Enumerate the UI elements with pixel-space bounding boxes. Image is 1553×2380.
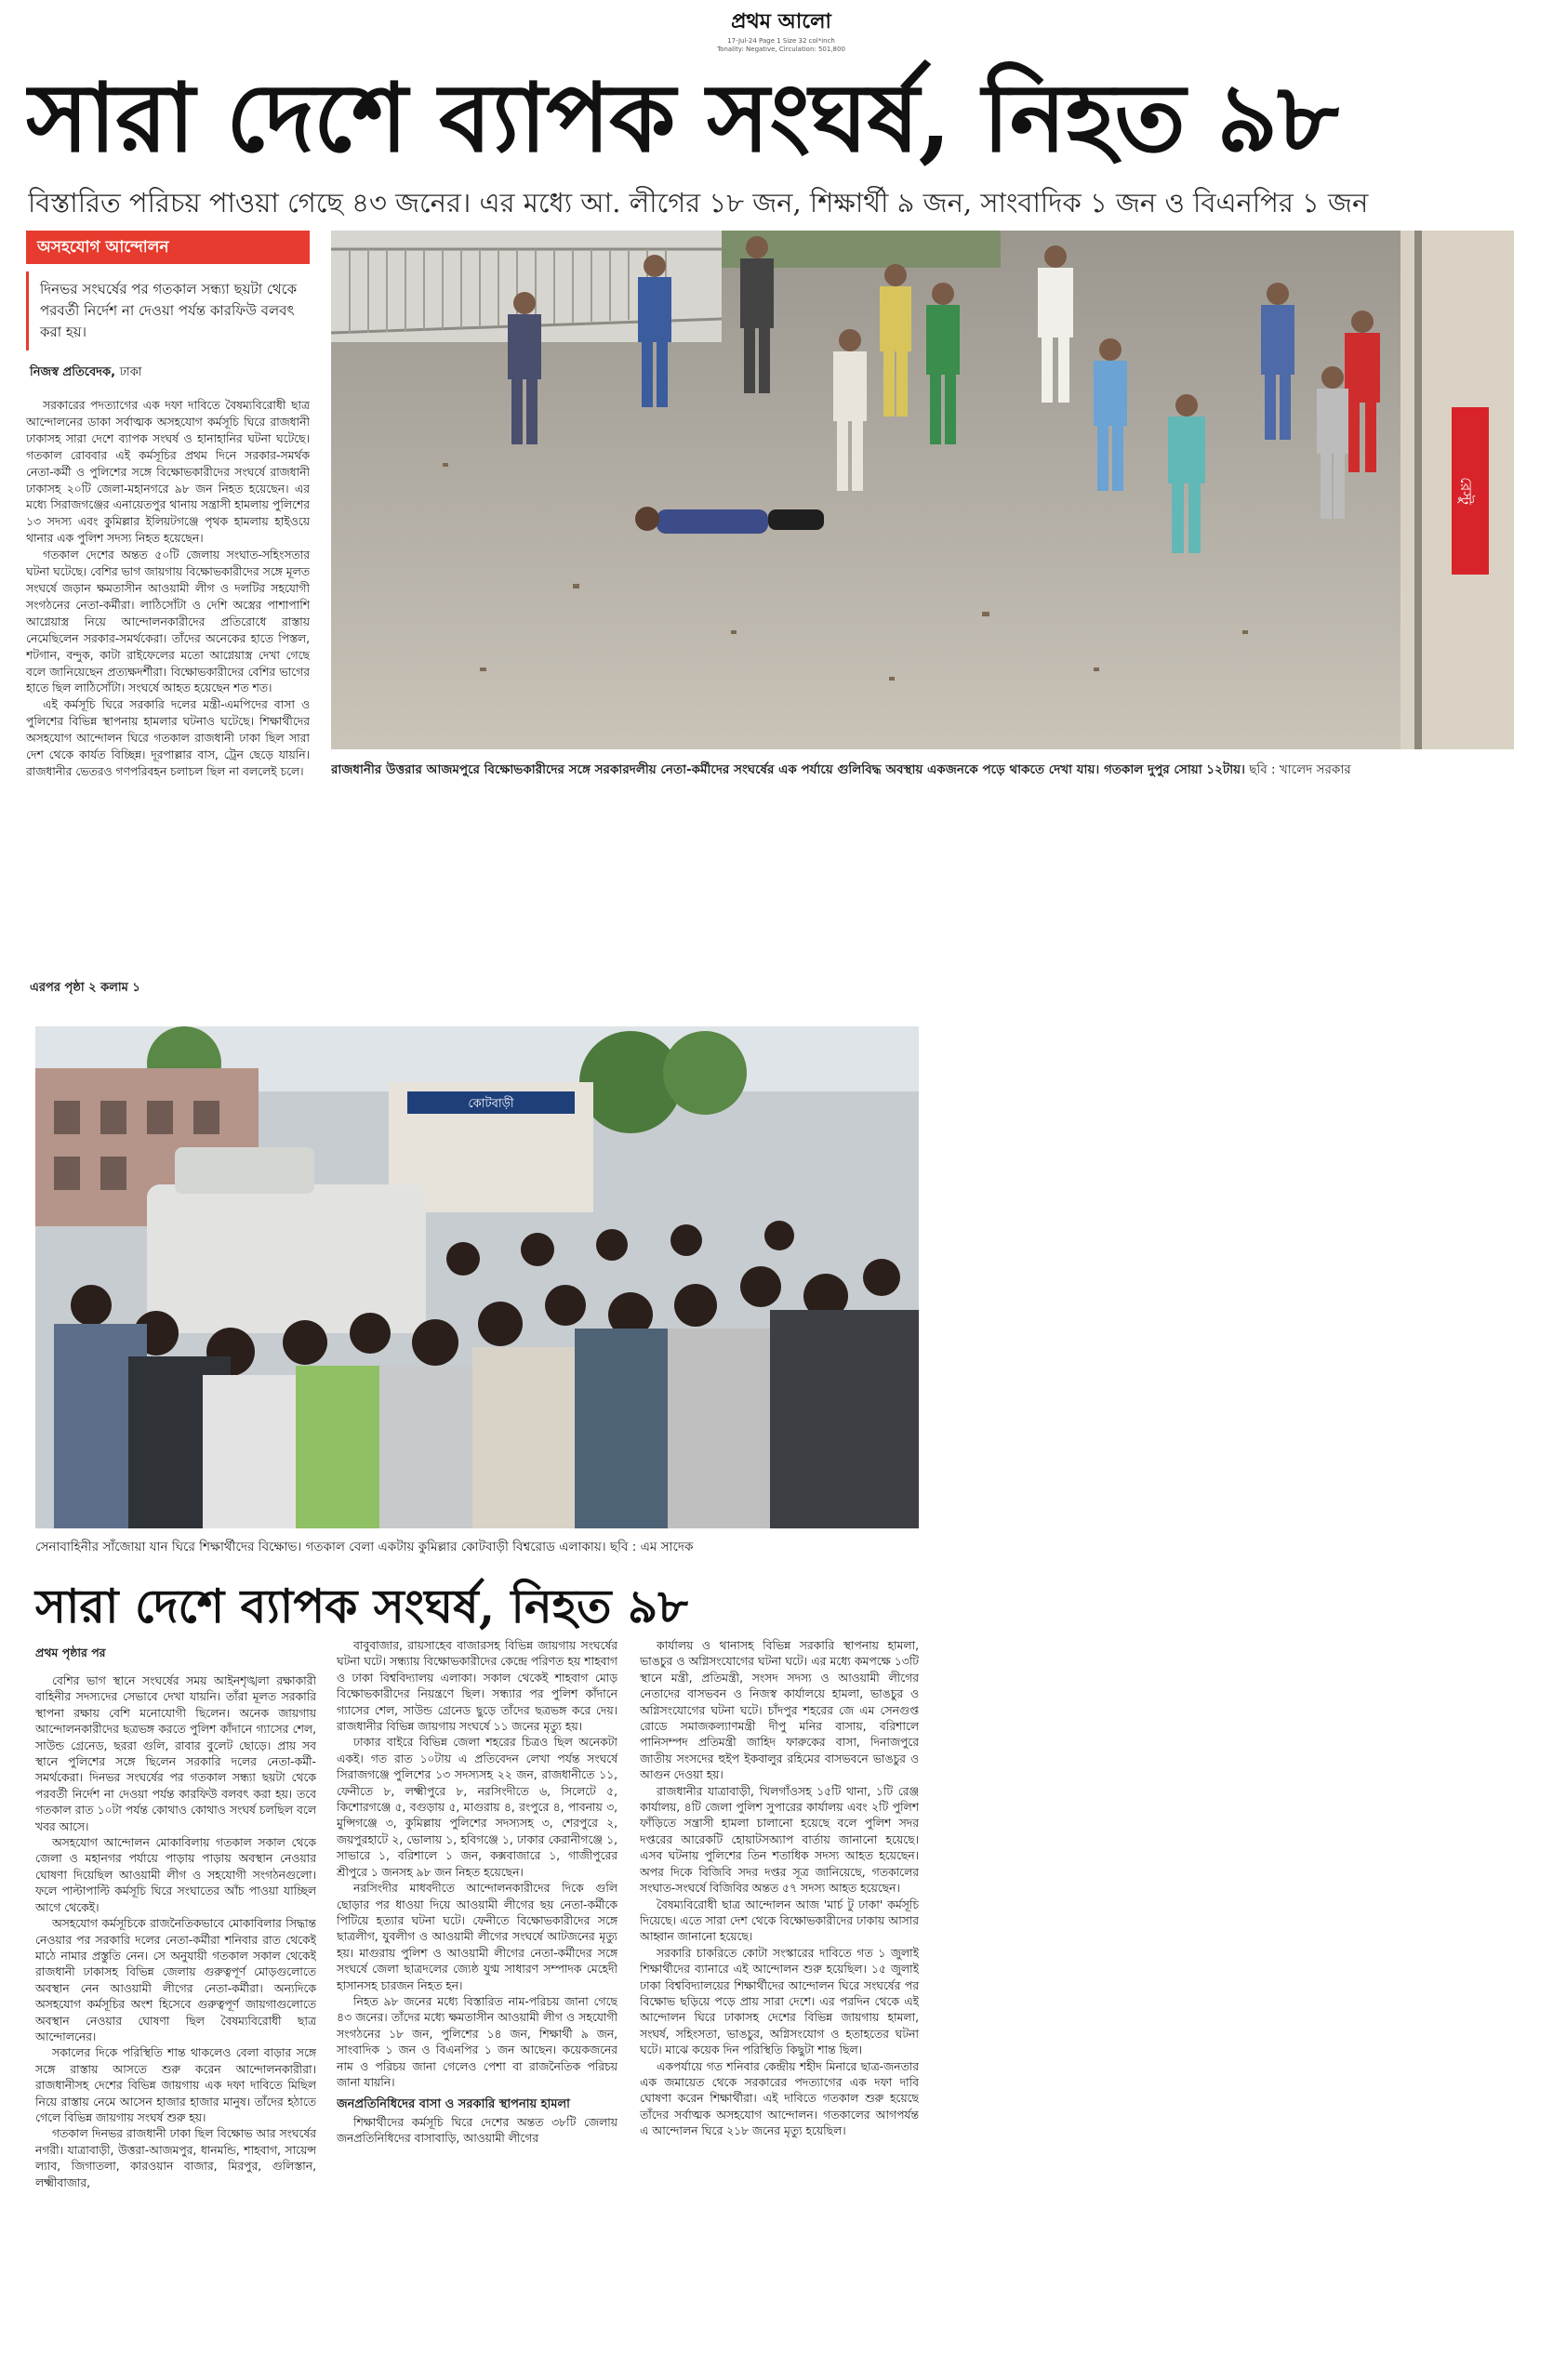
lead-photo-credit: ছবি : খালেদ সরকার — [1249, 762, 1351, 777]
lead-article-column — [26, 231, 310, 993]
article-paragraph: নিহত ৯৮ জনের মধ্যে বিস্তারিত নাম-পরিচয় জানা গেছে ৪৩ জনের। তাঁদের মধ্যে ক্ষমতাসীন আওয়ামী লীগ ও সহযোগী সংগঠনের ১৮ জন, পুলিশের ১৪ জন, শিক্ষার্থী ৯ জন, সাংবাদিক ১ জন ও বিএনপির ১ জন আছেন। কয়েকজনের নাম ও পরিচয় জানা গেলেও পেশা বা রাজনৈতিক পরিচয় জানা যায়নি। — [337, 1994, 617, 2089]
byline — [30, 364, 310, 383]
article-paragraph: সরকারি চাকরিতে কোটা সংস্কারের দাবিতে গত ১ জুলাই শিক্ষার্থীদের ব্যানারে এই আন্দোলন শুরু হয়েছিল। ১৫ জুলাই ঢাকা বিশ্ববিদ্যালয়ের শিক্ষার্থীদের আন্দোলন ঘিরে সংঘর্ষের পর বিক্ষোভ ছড়িয়ে পড়ে প্রায় সারা দেশে। এর পরদিন থেকে এই আন্দোলন ঘিরে ঢাকাসহ দেশের বিভিন্ন জায়গায় হামলা, সংঘর্ষ, সহিংসতা, ভাঙচুর, অগ্নিসংযোগ ও হতাহতের ঘটনা ঘটে। মাঝে কয়েক দিন পরিস্থিতি কিছুটা শান্ত ছিল। — [640, 1946, 919, 2057]
article-paragraph: শিক্ষার্থীদের কর্মসূচি ঘিরে দেশের অন্তত ৩৮টি জেলায় জনপ্রতিনিধিদের বাসাবাড়ি, আওয়ামী লীগের — [337, 2115, 617, 2146]
meta-line-1: 17-Jul-24 Page 1 Size 32 col*inch — [727, 37, 835, 45]
article-paragraph: গতকাল দেশের অন্তত ৫০টি জেলায় সংঘাত-সহিংসতার ঘটনা ঘটেছে। বেশির ভাগ জায়গায় বিক্ষোভকারীদের সঙ্গে মূলত সংঘর্ষে জড়ান ক্ষমতাসীন আওয়ামী লীগ ও দলটির সহযোগী সংগঠনের নেতা-কর্মীরা। লাঠিসোঁটা ও দেশি অস্ত্রের পাশাপাশি আগ্নেয়াস্ত্র নিয়ে আন্দোলনকারীদের প্রতিরোধে রাস্তায় নেমেছিলেন সরকার-সমর্থকেরা। তাঁদের অনেকের হাতে পিস্তল, শটগান, বন্দুক, কাটা রাইফেলের মতো আগ্নেয়াস্ত্র দেখা গেছে বলে জানিয়েছেন প্রত্যক্ষদর্শীরা। বিক্ষোভকারীদের বেশির ভাগের হাতে ছিল লাঠিসোঁটা। সংঘর্ষে আহত হয়েছেন শত শত। — [26, 549, 310, 695]
article-paragraph: একপর্যায়ে গত শনিবার কেন্দ্রীয় শহীদ মিনারে ছাত্র-জনতার এক জমায়েত থেকে সরকারের পদত্যাগের এক দফা দাবি ঘোষণা করেন শিক্ষার্থীরা। এই দাবিতে গতকাল শুরু হয়েছে তাঁদের সর্বাত্মক অসহযোগ আন্দোলন। গতকালের আগপর্যন্ত এ আন্দোলন ঘিরে ২১৮ জনের মৃত্যু হয়েছিল। — [640, 2059, 919, 2138]
lead-photo-caption — [331, 758, 1514, 782]
article-intro: দিনভর সংঘর্ষের পর গতকাল সন্ধ্যা ছয়টা থেকে পরবর্তী নির্দেশ না দেওয়া পর্যন্ত কারফিউ বলবৎ করা হয়। — [26, 271, 310, 350]
newspaper-logo — [707, 6, 856, 37]
article-paragraph: বৈষম্যবিরোধী ছাত্র আন্দোলন আজ 'মার্চ টু ঢাকা' কর্মসূচি দিয়েছে। এতে সারা দেশ থেকে বিক্ষোভকারীদের ঢাকায় আসার আহ্বান জানানো হয়েছে। — [640, 1897, 919, 1944]
article-paragraph: অসহযোগ কর্মসূচিকে রাজনৈতিকভাবে মোকাবিলার সিদ্ধান্ত নেওয়ার পর সরকারি দলের নেতা-কর্মীরা শনিবার রাত থেকেই মাঠে নামার প্রস্তুতি নেন। সে অনুযায়ী গতকাল সকাল থেকেই রাজধানী ঢাকাসহ বিভিন্ন জেলায় গুরুত্বপূর্ণ মোড়গুলোতে অবস্থান নেন আওয়ামী লীগের নেতা-কর্মীরা। অন্যদিকে অসহযোগ কর্মসূচির অংশ হিসেবে গুরুত্বপূর্ণ জায়গাগুলোতে অবস্থান নেওয়ার ঘোষণা ছিল বৈষম্যবিরোধী ছাত্র আন্দোলনের। — [35, 1917, 316, 2043]
continued-from-label: প্রথম পৃষ্ঠার পর — [35, 1646, 106, 1659]
article-paragraph: বাবুবাজার, রায়সাহেব বাজারসহ বিভিন্ন জায়গায় সংঘর্ষের ঘটনা ঘটে। সন্ধ্যায় বিক্ষোভকারীদের কেন্দ্রে পরিণত হয় শাহবাগ ও ঢাকা বিশ্ববিদ্যালয় এলাকা। সকাল থেকেই শাহবাগ মোড় বিক্ষোভকারীদের নিয়ন্ত্রণে ছিল। সন্ধ্যার পর পুলিশ কাঁদানে গ্যাসের শেল, সাউন্ড গ্রেনেড ছুড়ে তাঁদের ছত্রভঙ্গ করে দেয়। রাজধানীর বিভিন্ন জায়গায় সংঘর্ষে ১১ জনের মৃত্যু হয়। — [337, 1639, 617, 1734]
lead-photo-caption-text: রাজধানীর উত্তরার আজমপুরে বিক্ষোভকারীদের সঙ্গে সরকারদলীয় নেতা-কর্মীদের সংঘর্ষের এক পর্যায়ে গুলিবিদ্ধ অবস্থায় একজনকে পড়ে থাকতে দেখা যায়। গতকাল দুপুর সোয়া ১২টায়। — [331, 762, 1245, 777]
article-body — [26, 398, 310, 781]
logo-text: প্রথম আলো — [731, 9, 831, 33]
article-paragraph: নরসিংদীর মাধবদীতে আন্দোলনকারীদের দিকে গুলি ছোড়ার পর ধাওয়া দিয়ে আওয়ামী লীগের ছয় নেতা-কর্মীকে পিটিয়ে হত্যার ঘটনা ঘটে। ফেনীতে বিক্ষোভকারীদের সঙ্গে ছাত্রলীগ, যুবলীগ ও আওয়ামী লীগের সংঘর্ষে আটজনের মৃত্যু হয়। মাগুরায় পুলিশ ও আওয়ামী লীগের নেতা-কর্মীদের সঙ্গে সংঘর্ষে জেলা ছাত্রদলের জ্যেষ্ঠ যুগ্ম সাধারণ সম্পাদক মেহেদী হাসানসহ চারজন নিহত হন। — [337, 1882, 617, 1992]
continuation-column-2 — [337, 1638, 617, 2361]
article-paragraph: বেশির ভাগ স্থানে সংঘর্ষের সময় আইনশৃঙ্খলা রক্ষাকারী বাহিনীর সদস্যদের সেভাবে দেখা যায়নি। তাঁরা মূলত সরকারি স্থাপনা রক্ষায় বেশি মনোযোগী ছিলেন। অনেক জায়গায় আন্দোলনকারীদের ছত্রভঙ্গ করতে পুলিশ কাঁদানে গ্যাসের শেল, সাউন্ড গ্রেনেড, ছররা গুলি, রাবার বুলেট ছোড়ে। প্রায় সব স্থানে পুলিশের সঙ্গে ছিলেন সরকারি দলের নেতা-কর্মী-সমর্থকেরা। দিনভর সংঘর্ষের পর গতকাল সন্ধ্যা ছয়টা থেকে পরবর্তী নির্দেশ না দেওয়া পর্যন্ত কারফিউ বলবৎ করা হয়। তবে গতকাল রাত ১০টা পর্যন্ত কোথাও কোথাও সংঘর্ষ চলছিল বলে খবর আসে। — [35, 1674, 316, 1833]
meta-line-2: Tonality: Negative, Circulation: 501,800 — [717, 46, 845, 53]
byline-author: নিজস্ব প্রতিবেদক, — [30, 365, 116, 379]
lead-photo — [331, 231, 1514, 749]
masthead — [0, 0, 1553, 56]
main-headline: সারা দেশে ব্যাপক সংঘর্ষ, নিহত ৯৮ — [26, 62, 1338, 174]
byline-place: ঢাকা — [119, 365, 142, 379]
armored-vehicle — [147, 1184, 426, 1333]
continued-on-label: এরপর পৃষ্ঠা ২ কলাম ১ — [30, 981, 140, 995]
article-paragraph: সকালের দিকে পরিস্থিতি শান্ত থাকলেও বেলা বাড়ার সঙ্গে সঙ্গে রাস্তায় আসতে শুরু করেন আন্দোলনকারীরা। রাজধানীসহ দেশের বিভিন্ন জায়গায় এক দফা দাবিতে মিছিল নিয়ে রাস্তায় নেমে আসেন হাজার হাজার মানুষ। তাঁদের হঠাতে গেলে বিভিন্ন জায়গায় সংঘর্ষ শুরু হয়। — [35, 2046, 316, 2124]
second-photo-illustration — [35, 1026, 919, 1528]
fallen-person — [635, 507, 824, 534]
article-paragraph: ঢাকার বাইরে বিভিন্ন জেলা শহরের চিত্রও ছিল অনেকটা একই। গত রাত ১০টায় এ প্রতিবেদন লেখা পর্যন্ত সংঘর্ষে সিরাজগঞ্জে পুলিশের ১৩ সদস্যসহ ২২ জন, রাজধানীতে ১১, ফেনীতে ৮, লক্ষ্মীপুরে ৮, নরসিংদীতে ৬, সিলেটে ৫, কিশোরগঞ্জে ৫, বগুড়ায় ৫, মাগুরায় ৪, রংপুরে ৪, পাবনায় ৩, মুন্সিগঞ্জে ৩, কুমিল্লায় পুলিশের সদস্যসহ ৩, শেরপুরে ২, জয়পুরহাটে ২, ভোলায় ১, হবিগঞ্জে ১, ঢাকার কেরানীগঞ্জে ১, সাভারে ১, বরিশালে ১ জন, কক্সবাজারে ১, গাজীপুরের শ্রীপুরে ১ জনসহ ৯৮ জন নিহত হয়েছেন। — [337, 1736, 617, 1879]
article-paragraph: সরকারের পদত্যাগের এক দফা দাবিতে বৈষম্যবিরোধী ছাত্র আন্দোলনের ডাকা সর্বাত্মক অসহযোগ কর্মসূচি ঘিরে রাজধানী ঢাকাসহ সারা দেশে ব্যাপক সংঘর্ষ ও হানাহানির ঘটনা ঘটেছে। গতকাল রোববার এই কর্মসূচির প্রথম দিনে সরকার-সমর্থক নেতা-কর্মী ও পুলিশের সঙ্গে বিক্ষোভকারীদের সংঘর্ষে রাজধানী ঢাকাসহ ২০টি জেলা-মহানগরে ৯৮ জন নিহত হয়েছেন। এর মধ্যে সিরাজগঞ্জের এনায়েতপুর থানায় সন্ত্রাসী হামলায় পুলিশের ১৩ সদস্য এবং কুমিল্লার ইলিয়টগঞ্জে পৃথক হামলায় হাইওয়ে থানার এক পুলিশ সদস্য নিহত হয়েছেন। — [26, 399, 310, 546]
section-tag: অসহযোগ আন্দোলন — [26, 231, 310, 264]
continuation-column-3 — [640, 1638, 919, 2361]
article-paragraph: কার্যালয় ও থানাসহ বিভিন্ন সরকারি স্থাপনায় হামলা, ভাঙচুর ও অগ্নিসংযোগের ঘটনা ঘটে। এর মধ্যে কমপক্ষে ১৩টি স্থানে মন্ত্রী, প্রতিমন্ত্রী, সংসদ সদস্য ও আওয়ামী লীগের নেতাদের বাসভবন ও নিজস্ব কার্যালয়ে হামলা, ভাঙচুর ও অগ্নিসংযোগের ঘটনা ঘটে। চাঁদপুর শহরের জে এম সেনগুপ্ত রোডে সমাজকল্যাণমন্ত্রী দীপু মনির বাসায়, বরিশালে পানিসম্পদ প্রতিমন্ত্রী জাহিদ ফারুকের বাসা, দিনাজপুরে জাতীয় সংসদের হুইপ ইকবালুর রহিমের বাসভবনে ভাঙচুর ও আগুন দেওয়া হয়। — [640, 1639, 919, 1782]
article-paragraph: অসহযোগ আন্দোলন মোকাবিলায় গতকাল সকাল থেকে জেলা ও মহানগর পর্যায়ে পাড়ায় পাড়ায় অবস্থান নেওয়ার ঘোষণা দিয়েছিল আওয়ামী লীগ ও সহযোগী সংগঠনগুলো। ফলে পাল্টাপাল্টি কর্মসূচি ঘিরে সংঘাতের আঁচ পাওয়া যাচ্ছিল আগে থেকেই। — [35, 1836, 316, 1914]
second-photo-caption: সেনাবাহিনীর সাঁজোয়া যান ঘিরে শিক্ষার্থীদের বিক্ষোভ। গতকাল বেলা একটায় কুমিল্লার কোটবাড়ী বিশ্বরোড এলাকায়। ছবি : এম সাদেক — [35, 1540, 694, 1554]
building-sign-text: কোটবাড়ী — [468, 1097, 514, 1111]
article-paragraph: রাজধানীর যাত্রাবাড়ী, খিলগাঁওসহ ১৫টি থানা, ১টি রেঞ্জ কার্যালয়, ৪টি জেলা পুলিশ সুপারের কার্যালয় এবং ২টি পুলিশ ফাঁড়িতে সন্ত্রাসী হামলা চালানো হয়েছে বলে পুলিশ সদর দপ্তরের আরেকটি হোয়াটসঅ্যাপ বার্তায় জানানো হয়েছে। এসব ঘটনায় পুলিশের তিন শতাধিক সদস্য আহত হয়েছেন। অপর দিকে বিজিবি সদর দপ্তর সূত্র জানিয়েছে, গতকালের সংঘাত-সংঘর্ষে বিজিবির অন্তত ৫৭ সদস্য আহত হয়েছেন। — [640, 1784, 919, 1896]
lead-photo-illustration — [331, 231, 1514, 749]
shop-sign-text: রেস্টু — [1457, 477, 1475, 505]
second-photo — [35, 1026, 919, 1528]
article-paragraph: গতকাল দিনভর রাজধানী ঢাকা ছিল বিক্ষোভ আর সংঘর্ষের নগরী। যাত্রাবাড়ী, উত্তরা-আজমপুর, ধানমন্ডি, শাহবাগ, সায়েন্স ল্যাব, জিগাতলা, কারওয়ান বাজার, মিরপুর, গুলিস্তান, লক্ষ্মীবাজার, — [35, 2127, 316, 2189]
section-subheading: জনপ্রতিনিধিদের বাসা ও সরকারি স্থাপনায় হামলা — [337, 2097, 570, 2112]
article-paragraph: এই কর্মসূচি ঘিরে সরকারি দলের মন্ত্রী-এমপিদের বাসা ও পুলিশের বিভিন্ন স্থাপনায় হামলার ঘটনাও ঘটেছে। শিক্ষার্থীদের অসহযোগ আন্দোলন ঘিরে গতকাল রাজধানী ঢাকা ছিল সারা দেশ থেকে কার্যত বিচ্ছিন্ন। দূরপাল্লার বাস, ট্রেন ছেড়ে যায়নি। রাজধানীর ভেতরও গণপরিবহন চলাচল ছিল না বললেই চলে। — [26, 698, 310, 778]
clipping-meta — [707, 37, 856, 54]
continuation-column-1 — [35, 1673, 316, 2361]
continuation-headline: সারা দেশে ব্যাপক সংঘর্ষ, নিহত ৯৮ — [35, 1579, 688, 1633]
main-subhead: বিস্তারিত পরিচয় পাওয়া গেছে ৪৩ জনের। এর মধ্যে আ. লীগের ১৮ জন, শিক্ষার্থী ৯ জন, সাংবাদিক ১ জন ও বিএনপির ১ জন — [28, 187, 1369, 218]
